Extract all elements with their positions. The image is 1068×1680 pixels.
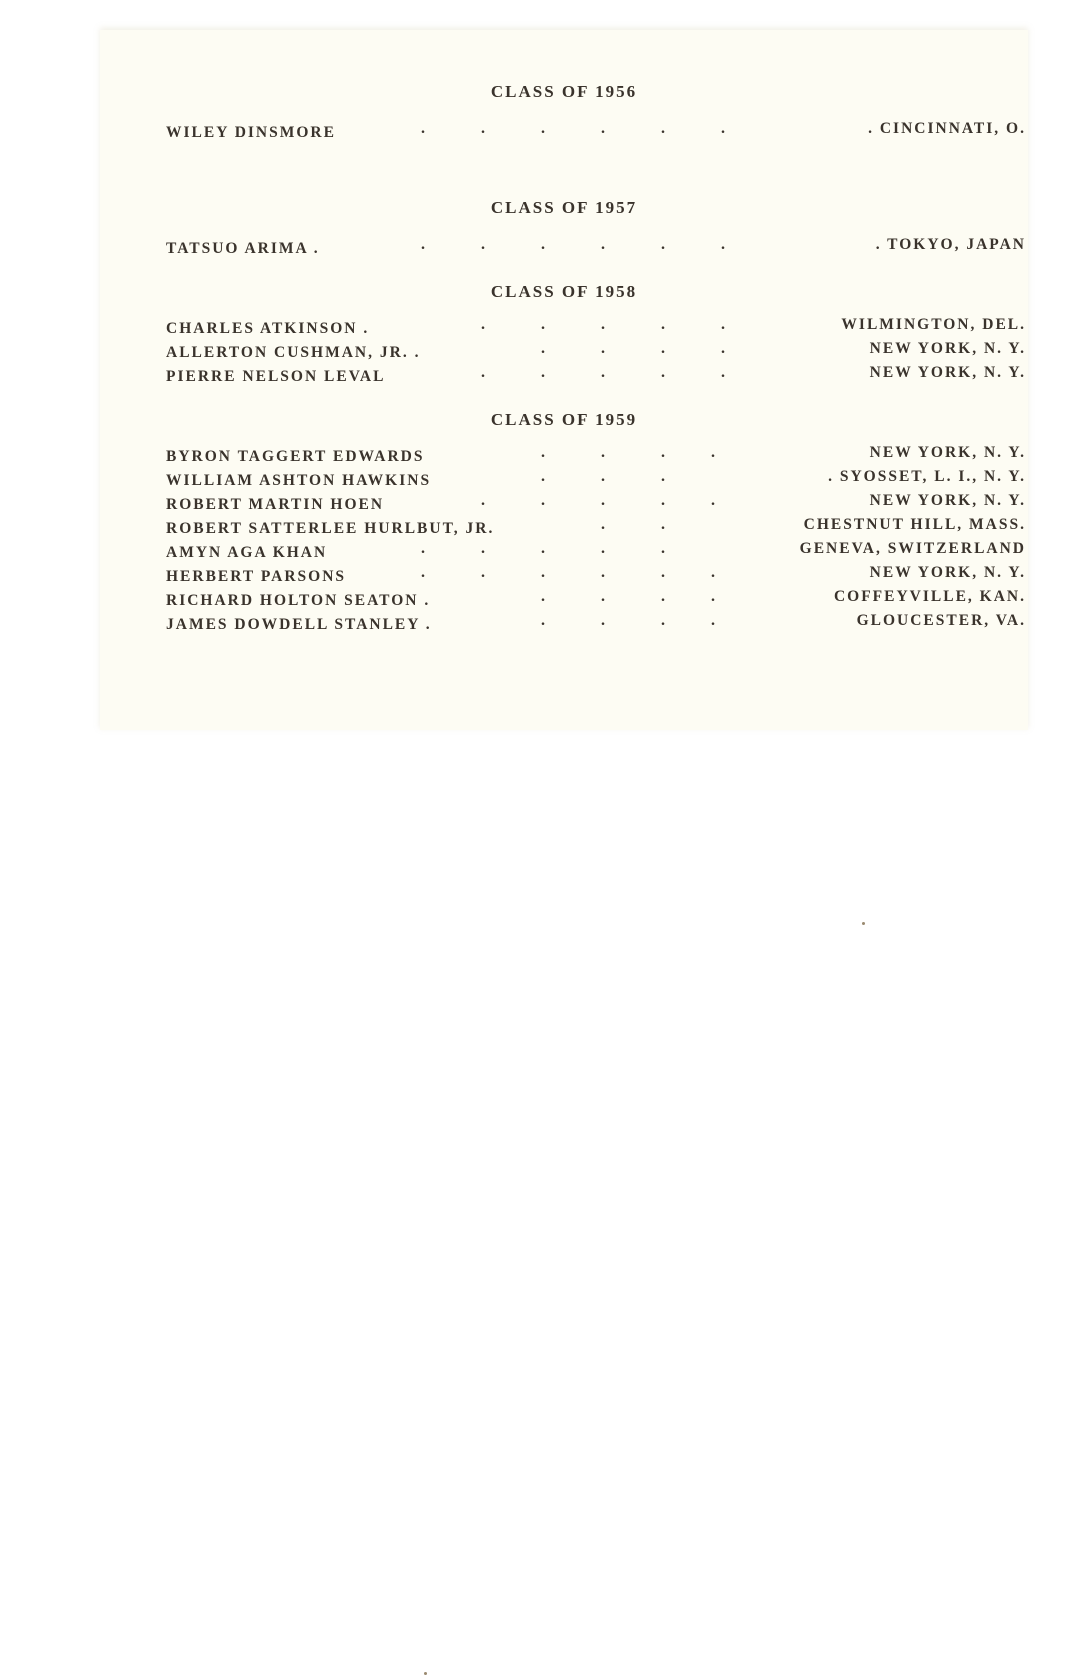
member-place: NEW YORK, N. Y. — [869, 364, 1026, 381]
member-row — [166, 364, 1026, 392]
member-name: WILLIAM ASHTON HAWKINS — [166, 472, 432, 489]
leader-dots: . . . . . — [481, 364, 727, 381]
member-place: COFFEYVILLE, KAN. — [833, 588, 1026, 605]
leader-dots: . . . . . — [481, 316, 727, 333]
leader-dots: . . . . — [541, 340, 727, 357]
member-place: CHESTNUT HILL, MASS. — [803, 516, 1026, 533]
leader-dots: . . . — [541, 468, 667, 485]
leader-dots: . . — [601, 516, 667, 533]
member-row — [166, 612, 1026, 640]
leader-dots: . . . . . . — [421, 120, 727, 137]
member-row — [166, 120, 1026, 148]
paper-speck — [424, 1672, 427, 1675]
member-place: NEW YORK, N. Y. — [869, 492, 1026, 509]
member-name: ROBERT MARTIN HOEN — [166, 496, 385, 513]
member-place: WILMINGTON, DEL. — [841, 316, 1026, 333]
member-place: NEW YORK, N. Y. — [869, 340, 1026, 357]
member-name: WILEY DINSMORE — [166, 124, 336, 141]
leader-dots: . . . . — [541, 588, 717, 605]
member-name: TATSUO ARIMA . — [166, 240, 320, 257]
leader-dots: . . . . . — [421, 540, 667, 557]
member-place: GENEVA, SWITZERLAND — [799, 540, 1026, 557]
class-heading-1959: CLASS OF 1959 — [490, 410, 638, 429]
document-page — [100, 30, 1028, 730]
member-name: RICHARD HOLTON SEATON . — [166, 592, 431, 609]
member-place: NEW YORK, N. Y. — [869, 444, 1026, 461]
member-place: . SYOSSET, L. I., N. Y. — [828, 468, 1026, 485]
paper-speck — [862, 922, 865, 925]
member-name: ALLERTON CUSHMAN, JR. . — [166, 344, 421, 361]
class-heading-1958: CLASS OF 1958 — [490, 282, 638, 301]
member-row — [166, 236, 1026, 264]
member-name: CHARLES ATKINSON . — [166, 320, 370, 337]
leader-dots: . . . . — [541, 612, 717, 629]
member-name: ROBERT SATTERLEE HURLBUT, JR. — [166, 520, 495, 537]
leader-dots: . . . . — [541, 444, 717, 461]
leader-dots: . . . . . — [481, 492, 717, 509]
member-name: BYRON TAGGERT EDWARDS — [166, 448, 425, 465]
member-name: AMYN AGA KHAN — [166, 544, 328, 561]
member-name: PIERRE NELSON LEVAL — [166, 368, 386, 385]
leader-dots: . . . . . . — [421, 236, 727, 253]
member-place: GLOUCESTER, VA. — [856, 612, 1026, 629]
member-place: . TOKYO, JAPAN — [875, 236, 1026, 253]
member-name: HERBERT PARSONS — [166, 568, 347, 585]
class-heading-1957: CLASS OF 1957 — [490, 198, 638, 217]
member-name: JAMES DOWDELL STANLEY . — [166, 616, 432, 633]
leader-dots: . . . . . . — [421, 564, 717, 581]
member-place: . CINCINNATI, O. — [868, 120, 1026, 137]
class-heading-1956: CLASS OF 1956 — [490, 82, 638, 101]
member-place: NEW YORK, N. Y. — [869, 564, 1026, 581]
